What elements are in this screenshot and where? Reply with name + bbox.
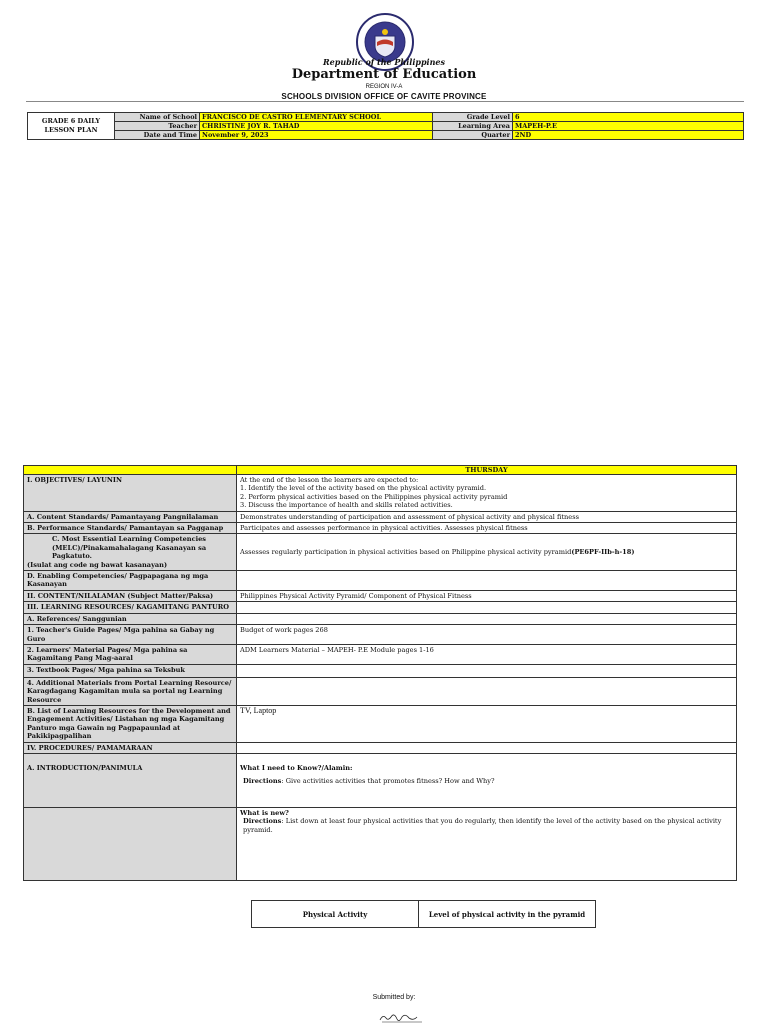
additional-materials-value: [237, 677, 737, 705]
procedures-value: [237, 742, 737, 753]
performance-standards-value: Participates and assesses performance in physical activities. Assesses physical fitness: [237, 523, 737, 534]
republic-heading: Republic of the Philippines: [322, 57, 445, 67]
content-value: Philippines Physical Activity Pyramid/ Component of Physical Fitness: [237, 590, 737, 601]
school-label: Name of School: [115, 113, 200, 122]
header-blank-cell: [24, 466, 237, 475]
level-column-header: Level of physical activity in the pyramid: [419, 901, 596, 928]
teacher-value: CHRISTINE JOY R. TAHAD: [200, 122, 433, 131]
department-heading: Department of Education: [291, 67, 477, 82]
objective-item: 2. Perform physical activities based on the Philippines physical activity pyramid: [240, 492, 508, 501]
learning-resources-label: III. LEARNING RESOURCES/ KAGAMITANG PANTURO: [24, 602, 237, 613]
resources-list-label: B. List of Learning Resources for the Development and Engagement Activities/ Listahan ng mga Kagamitang Panturo mga Gawain ng Pagpapaunlad at Pakikipagpalihan: [24, 705, 237, 742]
enabling-competencies-value: [237, 571, 737, 591]
resources-list-value: TV, Laptop: [237, 705, 737, 742]
new-directions-label: Directions: [243, 817, 282, 826]
teachers-guide-label: 1. Teacher's Guide Pages/ Mga pahina sa Gabay ng Guro: [24, 625, 237, 645]
objectives-cell: [237, 475, 737, 512]
activity-table: [251, 900, 596, 928]
textbook-value: [237, 664, 737, 677]
learning-resources-value: [237, 602, 737, 613]
teachers-guide-value: Budget of work pages 268: [237, 625, 737, 645]
teacher-label: Teacher: [115, 122, 200, 131]
learning-area-label: Learning Area: [433, 122, 513, 131]
quarter-label: Quarter: [433, 131, 513, 140]
enabling-competencies-label: D. Enabling Competencies/ Pagpapagana ng mga Kasanayan: [24, 571, 237, 591]
quarter-value: 2ND: [513, 131, 744, 140]
melc-value: Assesses regularly participation in physical activities based on Philippine physical activity pyramid: [240, 548, 572, 557]
school-value: FRANCISCO DE CASTRO ELEMENTARY SCHOOL: [200, 113, 433, 122]
day-header: THURSDAY: [237, 466, 737, 475]
submitted-by-label: Submitted by:: [372, 994, 416, 1001]
performance-standards-label: B. Performance Standards/ Pamantayan sa Pagganap: [24, 523, 237, 534]
header-divider: [26, 101, 744, 102]
lesson-plan-table: [23, 465, 737, 881]
objective-item: 1. Identify the level of the activity based on the physical activity pyramid.: [240, 484, 487, 493]
textbook-label: 3. Textbook Pages/ Mga pahina sa Teksbuk: [24, 664, 237, 677]
introduction-continued: [24, 807, 237, 880]
activity-column-header: Physical Activity: [252, 901, 419, 928]
new-directions: [240, 817, 733, 834]
procedures-label: IV. PROCEDURES/ PAMAMARAAN: [24, 742, 237, 753]
references-value: [237, 613, 737, 624]
new-directions-text: : List down at least four physical activities that you do regularly, then identify the level of the activity based on the physical activity pyramid.: [243, 817, 722, 834]
objective-item: 3. Discuss the importance of health and skills related activities.: [240, 501, 453, 510]
melc-note: (Isulat ang code ng bawat kasanayan): [27, 560, 168, 569]
learners-material-value: ADM Learners Material – MAPEH- P.E Module pages 1-16: [237, 644, 737, 664]
grade-level-value: 6: [513, 113, 744, 122]
date-value: November 9, 2023: [200, 131, 433, 140]
grade-level-label: Grade Level: [433, 113, 513, 122]
melc-label: C. Most Essential Learning Competencies (MELC)/Pinakamahalagang Kasanayan sa Pagkatuto.: [52, 535, 207, 561]
know-directions-text: : Give activities activities that promotes fitness? How and Why?: [281, 777, 495, 786]
region-heading: REGION IV-A: [365, 84, 403, 90]
new-title: What is new?: [240, 808, 289, 817]
grade-plan-label: GRADE 6 DAILY LESSON PLAN: [28, 113, 115, 140]
references-label: A. References/ Sanggunian: [24, 613, 237, 624]
know-directions: [240, 777, 733, 785]
melc-value-cell: [237, 534, 737, 571]
know-directions-label: Directions: [243, 777, 282, 786]
division-heading: SCHOOLS DIVISION OFFICE OF CAVITE PROVINCE: [281, 92, 487, 101]
know-title: What I need to Know?/Alamin:: [240, 763, 353, 772]
date-label: Date and Time: [115, 131, 200, 140]
melc-code: (PE6PF-IIb-h-18): [571, 548, 635, 557]
what-is-new-cell: [237, 807, 737, 880]
content-label: II. CONTENT/NILALAMAN (Subject Matter/Paksa): [24, 590, 237, 601]
objectives-intro: At the end of the lesson the learners are expected to:: [240, 476, 419, 484]
introduction-label: A. INTRODUCTION/PANIMULA: [24, 753, 237, 807]
lesson-info-table: [27, 112, 744, 140]
melc-label-cell: [24, 534, 237, 571]
signature-image: [378, 1010, 428, 1024]
learners-material-label: 2. Learners' Material Pages/ Mga pahina sa Kagamitang Pang Mag-aaral: [24, 644, 237, 664]
objectives-label: I. OBJECTIVES/ LAYUNIN: [24, 475, 237, 512]
content-standards-value: Demonstrates understanding of participation and assessment of physical activity and physical fitness: [237, 511, 737, 522]
learning-area-value: MAPEH-P.E: [513, 122, 744, 131]
content-standards-label: A. Content Standards/ Pamantayang Pangnilalaman: [24, 511, 237, 522]
additional-materials-label: 4. Additional Materials from Portal Learning Resource/ Karagdagang Kagamitan mula sa portal ng Learning Resource: [24, 677, 237, 705]
introduction-cell: [237, 753, 737, 807]
